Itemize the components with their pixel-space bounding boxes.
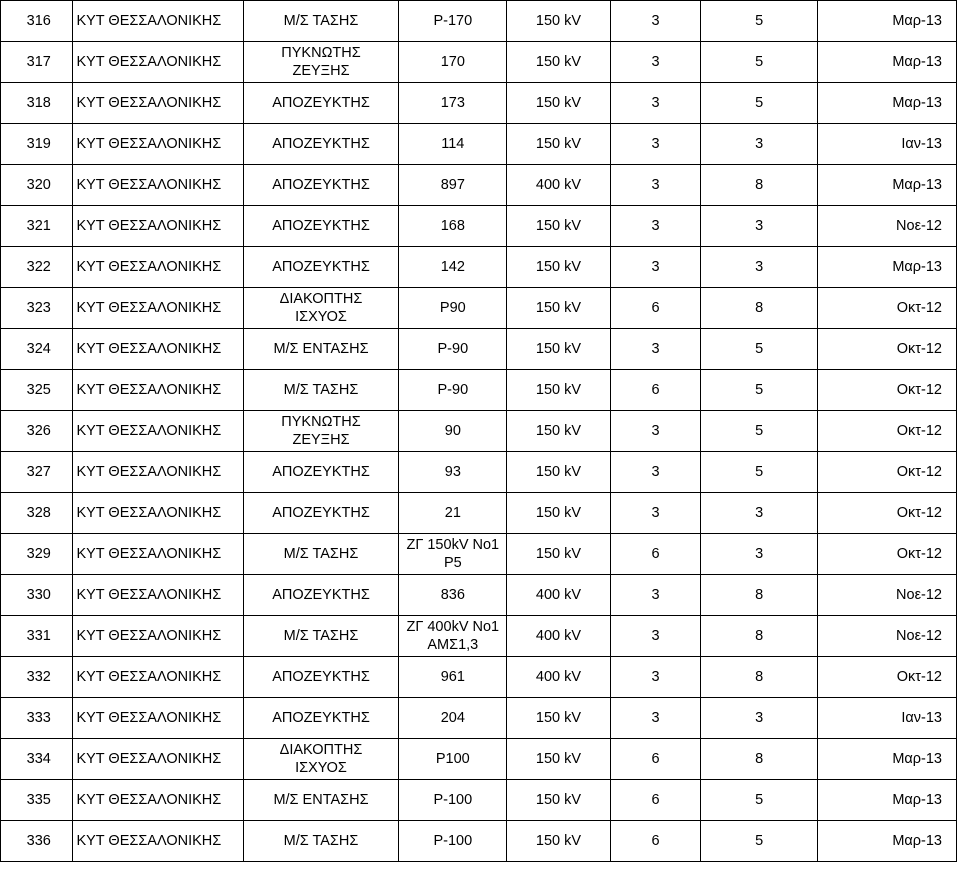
value-b-cell: 8 — [701, 616, 818, 657]
value-a-cell: 3 — [610, 1, 701, 42]
date-cell: Μαρ-13 — [818, 42, 957, 83]
equipment-line: Μ/Σ ΕΝΤΑΣΗΣ — [273, 341, 369, 357]
value-b-cell: 5 — [701, 329, 818, 370]
code-line: 170 — [440, 54, 465, 70]
row-number-cell: 336 — [1, 821, 73, 862]
code-cell — [399, 288, 507, 329]
station-cell: ΚΥΤ ΘΕΣΣΑΛΟΝΙΚΗΣ — [73, 452, 243, 493]
table-row — [1, 493, 957, 534]
station-cell: ΚΥΤ ΘΕΣΣΑΛΟΝΙΚΗΣ — [73, 616, 243, 657]
station-cell: ΚΥΤ ΘΕΣΣΑΛΟΝΙΚΗΣ — [73, 42, 243, 83]
date-cell: Οκτ-12 — [818, 329, 957, 370]
value-a-cell: 3 — [610, 165, 701, 206]
equipment-line: ΠΥΚΝΩΤΗΣ — [281, 45, 361, 61]
code-cell — [399, 657, 507, 698]
date-cell: Οκτ-12 — [818, 452, 957, 493]
code-cell — [399, 165, 507, 206]
date-cell: Οκτ-12 — [818, 534, 957, 575]
value-a-cell: 3 — [610, 493, 701, 534]
table-row — [1, 452, 957, 493]
code-cell — [399, 124, 507, 165]
row-number-cell: 335 — [1, 780, 73, 821]
table-row — [1, 616, 957, 657]
equipment-cell — [243, 493, 399, 534]
code-line: 897 — [440, 177, 465, 193]
code-cell — [399, 575, 507, 616]
date-cell: Μαρ-13 — [818, 739, 957, 780]
equipment-line: ΙΣΧΥΟΣ — [295, 760, 347, 776]
date-cell: Οκτ-12 — [818, 411, 957, 452]
value-b-cell: 8 — [701, 288, 818, 329]
value-a-cell: 3 — [610, 329, 701, 370]
code-line: 142 — [440, 259, 465, 275]
equipment-cell — [243, 124, 399, 165]
equipment-line: Μ/Σ ΤΑΣΗΣ — [283, 546, 359, 562]
value-a-cell: 6 — [610, 288, 701, 329]
table-row — [1, 247, 957, 288]
code-line: ΑΜΣ1,3 — [427, 637, 479, 653]
equipment-line: ΑΠΟΖΕΥΚΤΗΣ — [272, 259, 370, 275]
station-cell: ΚΥΤ ΘΕΣΣΑΛΟΝΙΚΗΣ — [73, 739, 243, 780]
row-number-cell: 316 — [1, 1, 73, 42]
code-cell — [399, 698, 507, 739]
code-line: 90 — [444, 423, 461, 439]
code-cell — [399, 329, 507, 370]
row-number-cell: 318 — [1, 83, 73, 124]
station-cell: ΚΥΤ ΘΕΣΣΑΛΟΝΙΚΗΣ — [73, 534, 243, 575]
value-a-cell: 6 — [610, 370, 701, 411]
row-number-cell: 325 — [1, 370, 73, 411]
equipment-line: ΖΕΥΞΗΣ — [292, 432, 350, 448]
equipment-line: Μ/Σ ΤΑΣΗΣ — [283, 833, 359, 849]
value-a-cell: 3 — [610, 657, 701, 698]
voltage-cell: 150 kV — [507, 42, 611, 83]
equipment-cell — [243, 411, 399, 452]
station-cell: ΚΥΤ ΘΕΣΣΑΛΟΝΙΚΗΣ — [73, 411, 243, 452]
station-cell: ΚΥΤ ΘΕΣΣΑΛΟΝΙΚΗΣ — [73, 493, 243, 534]
equipment-cell — [243, 83, 399, 124]
table-row — [1, 370, 957, 411]
table-row — [1, 1, 957, 42]
code-line: Ρ-100 — [433, 792, 473, 808]
equipment-cell — [243, 616, 399, 657]
code-cell — [399, 780, 507, 821]
code-line: ΖΓ 150kV Νο1 — [406, 537, 500, 553]
station-cell: ΚΥΤ ΘΕΣΣΑΛΟΝΙΚΗΣ — [73, 1, 243, 42]
table-row — [1, 83, 957, 124]
row-number-cell: 323 — [1, 288, 73, 329]
row-number-cell: 334 — [1, 739, 73, 780]
voltage-cell: 150 kV — [507, 780, 611, 821]
date-cell: Νοε-12 — [818, 616, 957, 657]
code-line: 836 — [440, 587, 465, 603]
voltage-cell: 150 kV — [507, 411, 611, 452]
value-b-cell: 5 — [701, 821, 818, 862]
code-line: 21 — [444, 505, 461, 521]
table-row — [1, 288, 957, 329]
station-cell: ΚΥΤ ΘΕΣΣΑΛΟΝΙΚΗΣ — [73, 821, 243, 862]
station-cell: ΚΥΤ ΘΕΣΣΑΛΟΝΙΚΗΣ — [73, 329, 243, 370]
voltage-cell: 150 kV — [507, 288, 611, 329]
voltage-cell: 150 kV — [507, 329, 611, 370]
voltage-cell: 150 kV — [507, 247, 611, 288]
code-line: ΖΓ 400kV Νο1 — [406, 619, 500, 635]
date-cell: Οκτ-12 — [818, 657, 957, 698]
code-line: 173 — [440, 95, 465, 111]
equipment-line: ΑΠΟΖΕΥΚΤΗΣ — [272, 177, 370, 193]
value-a-cell: 3 — [610, 411, 701, 452]
voltage-cell: 400 kV — [507, 657, 611, 698]
code-line: Ρ-100 — [433, 833, 473, 849]
voltage-cell: 150 kV — [507, 698, 611, 739]
equipment-cell — [243, 165, 399, 206]
voltage-cell: 150 kV — [507, 370, 611, 411]
value-a-cell: 6 — [610, 534, 701, 575]
station-cell: ΚΥΤ ΘΕΣΣΑΛΟΝΙΚΗΣ — [73, 206, 243, 247]
code-line: Ρ90 — [439, 300, 466, 316]
table-row — [1, 206, 957, 247]
equipment-line: ΔΙΑΚΟΠΤΗΣ — [279, 291, 363, 307]
station-cell: ΚΥΤ ΘΕΣΣΑΛΟΝΙΚΗΣ — [73, 124, 243, 165]
equipment-line: ΑΠΟΖΕΥΚΤΗΣ — [272, 505, 370, 521]
equipment-line: Μ/Σ ΤΑΣΗΣ — [283, 628, 359, 644]
row-number-cell: 321 — [1, 206, 73, 247]
equipment-cell — [243, 206, 399, 247]
date-cell: Ιαν-13 — [818, 124, 957, 165]
value-b-cell: 5 — [701, 780, 818, 821]
voltage-cell: 150 kV — [507, 1, 611, 42]
table-row — [1, 780, 957, 821]
code-cell — [399, 534, 507, 575]
code-cell — [399, 493, 507, 534]
value-b-cell: 3 — [701, 206, 818, 247]
voltage-cell: 150 kV — [507, 493, 611, 534]
value-b-cell: 8 — [701, 739, 818, 780]
value-b-cell: 3 — [701, 698, 818, 739]
row-number-cell: 330 — [1, 575, 73, 616]
equipment-line: ΑΠΟΖΕΥΚΤΗΣ — [272, 218, 370, 234]
date-cell: Οκτ-12 — [818, 288, 957, 329]
value-b-cell: 3 — [701, 247, 818, 288]
station-cell: ΚΥΤ ΘΕΣΣΑΛΟΝΙΚΗΣ — [73, 288, 243, 329]
voltage-cell: 150 kV — [507, 452, 611, 493]
equipment-line: ΠΥΚΝΩΤΗΣ — [281, 414, 361, 430]
date-cell: Νοε-12 — [818, 575, 957, 616]
table-row — [1, 657, 957, 698]
value-a-cell: 3 — [610, 83, 701, 124]
value-a-cell: 6 — [610, 739, 701, 780]
row-number-cell: 329 — [1, 534, 73, 575]
value-a-cell: 3 — [610, 452, 701, 493]
code-line: 168 — [440, 218, 465, 234]
value-b-cell: 8 — [701, 657, 818, 698]
station-cell: ΚΥΤ ΘΕΣΣΑΛΟΝΙΚΗΣ — [73, 370, 243, 411]
equipment-cell — [243, 370, 399, 411]
row-number-cell: 319 — [1, 124, 73, 165]
row-number-cell: 327 — [1, 452, 73, 493]
equipment-line: Μ/Σ ΤΑΣΗΣ — [283, 13, 359, 29]
station-cell: ΚΥΤ ΘΕΣΣΑΛΟΝΙΚΗΣ — [73, 698, 243, 739]
code-line: 93 — [444, 464, 461, 480]
voltage-cell: 400 kV — [507, 165, 611, 206]
equipment-line: Μ/Σ ΕΝΤΑΣΗΣ — [273, 792, 369, 808]
value-a-cell: 3 — [610, 42, 701, 83]
equipment-cell — [243, 288, 399, 329]
value-b-cell: 8 — [701, 165, 818, 206]
value-a-cell: 3 — [610, 616, 701, 657]
code-cell — [399, 821, 507, 862]
date-cell: Μαρ-13 — [818, 821, 957, 862]
voltage-cell: 150 kV — [507, 124, 611, 165]
voltage-cell: 400 kV — [507, 616, 611, 657]
value-b-cell: 3 — [701, 534, 818, 575]
date-cell: Μαρ-13 — [818, 1, 957, 42]
value-b-cell: 5 — [701, 370, 818, 411]
code-line: Ρ-90 — [437, 382, 469, 398]
code-line: Ρ100 — [435, 751, 470, 767]
code-line: Ρ-90 — [437, 341, 469, 357]
code-cell — [399, 739, 507, 780]
voltage-cell: 150 kV — [507, 206, 611, 247]
equipment-cell — [243, 780, 399, 821]
value-b-cell: 5 — [701, 42, 818, 83]
station-cell: ΚΥΤ ΘΕΣΣΑΛΟΝΙΚΗΣ — [73, 575, 243, 616]
code-cell — [399, 83, 507, 124]
date-cell: Μαρ-13 — [818, 780, 957, 821]
value-a-cell: 3 — [610, 698, 701, 739]
equipment-line: ΖΕΥΞΗΣ — [292, 63, 350, 79]
row-number-cell: 331 — [1, 616, 73, 657]
table-row — [1, 698, 957, 739]
value-b-cell: 8 — [701, 575, 818, 616]
code-cell — [399, 452, 507, 493]
code-line: Ρ-170 — [433, 13, 473, 29]
value-b-cell: 5 — [701, 452, 818, 493]
date-cell: Νοε-12 — [818, 206, 957, 247]
equipment-cell — [243, 739, 399, 780]
value-b-cell: 5 — [701, 411, 818, 452]
equipment-cell — [243, 452, 399, 493]
equipment-cell — [243, 534, 399, 575]
station-cell: ΚΥΤ ΘΕΣΣΑΛΟΝΙΚΗΣ — [73, 657, 243, 698]
value-a-cell: 3 — [610, 575, 701, 616]
equipment-cell — [243, 247, 399, 288]
equipment-line: ΑΠΟΖΕΥΚΤΗΣ — [272, 710, 370, 726]
table-row — [1, 411, 957, 452]
row-number-cell: 332 — [1, 657, 73, 698]
equipment-line: ΔΙΑΚΟΠΤΗΣ — [279, 742, 363, 758]
value-a-cell: 3 — [610, 124, 701, 165]
station-cell: ΚΥΤ ΘΕΣΣΑΛΟΝΙΚΗΣ — [73, 165, 243, 206]
station-cell: ΚΥΤ ΘΕΣΣΑΛΟΝΙΚΗΣ — [73, 247, 243, 288]
equipment-table-body — [1, 1, 957, 862]
date-cell: Μαρ-13 — [818, 247, 957, 288]
date-cell: Μαρ-13 — [818, 165, 957, 206]
value-b-cell: 5 — [701, 1, 818, 42]
equipment-cell — [243, 657, 399, 698]
table-row — [1, 534, 957, 575]
row-number-cell: 324 — [1, 329, 73, 370]
row-number-cell: 322 — [1, 247, 73, 288]
code-cell — [399, 206, 507, 247]
voltage-cell: 150 kV — [507, 821, 611, 862]
code-cell — [399, 247, 507, 288]
row-number-cell: 317 — [1, 42, 73, 83]
voltage-cell: 150 kV — [507, 83, 611, 124]
equipment-line: Μ/Σ ΤΑΣΗΣ — [283, 382, 359, 398]
code-cell — [399, 42, 507, 83]
table-row — [1, 42, 957, 83]
table-row — [1, 124, 957, 165]
date-cell: Ιαν-13 — [818, 698, 957, 739]
code-cell — [399, 411, 507, 452]
table-row — [1, 821, 957, 862]
table-row — [1, 739, 957, 780]
row-number-cell: 328 — [1, 493, 73, 534]
equipment-line: ΑΠΟΖΕΥΚΤΗΣ — [272, 669, 370, 685]
equipment-line: ΙΣΧΥΟΣ — [295, 309, 347, 325]
code-cell — [399, 370, 507, 411]
table-row — [1, 165, 957, 206]
equipment-cell — [243, 42, 399, 83]
value-a-cell: 6 — [610, 780, 701, 821]
station-cell: ΚΥΤ ΘΕΣΣΑΛΟΝΙΚΗΣ — [73, 780, 243, 821]
voltage-cell: 400 kV — [507, 575, 611, 616]
code-cell — [399, 1, 507, 42]
station-cell: ΚΥΤ ΘΕΣΣΑΛΟΝΙΚΗΣ — [73, 83, 243, 124]
equipment-cell — [243, 1, 399, 42]
equipment-cell — [243, 329, 399, 370]
equipment-cell — [243, 698, 399, 739]
voltage-cell: 150 kV — [507, 534, 611, 575]
equipment-line: ΑΠΟΖΕΥΚΤΗΣ — [272, 136, 370, 152]
value-b-cell: 3 — [701, 493, 818, 534]
code-line: 204 — [440, 710, 465, 726]
table-row — [1, 329, 957, 370]
code-cell — [399, 616, 507, 657]
table-row — [1, 575, 957, 616]
code-line: 114 — [441, 136, 465, 152]
value-a-cell: 6 — [610, 821, 701, 862]
date-cell: Οκτ-12 — [818, 370, 957, 411]
voltage-cell: 150 kV — [507, 739, 611, 780]
equipment-cell — [243, 575, 399, 616]
value-a-cell: 3 — [610, 247, 701, 288]
equipment-line: ΑΠΟΖΕΥΚΤΗΣ — [272, 95, 370, 111]
equipment-line: ΑΠΟΖΕΥΚΤΗΣ — [272, 464, 370, 480]
equipment-cell — [243, 821, 399, 862]
code-line: 961 — [440, 669, 465, 685]
equipment-line: ΑΠΟΖΕΥΚΤΗΣ — [272, 587, 370, 603]
date-cell: Οκτ-12 — [818, 493, 957, 534]
value-b-cell: 5 — [701, 83, 818, 124]
row-number-cell: 320 — [1, 165, 73, 206]
value-a-cell: 3 — [610, 206, 701, 247]
row-number-cell: 333 — [1, 698, 73, 739]
row-number-cell: 326 — [1, 411, 73, 452]
value-b-cell: 3 — [701, 124, 818, 165]
code-line: Ρ5 — [443, 555, 462, 571]
date-cell: Μαρ-13 — [818, 83, 957, 124]
